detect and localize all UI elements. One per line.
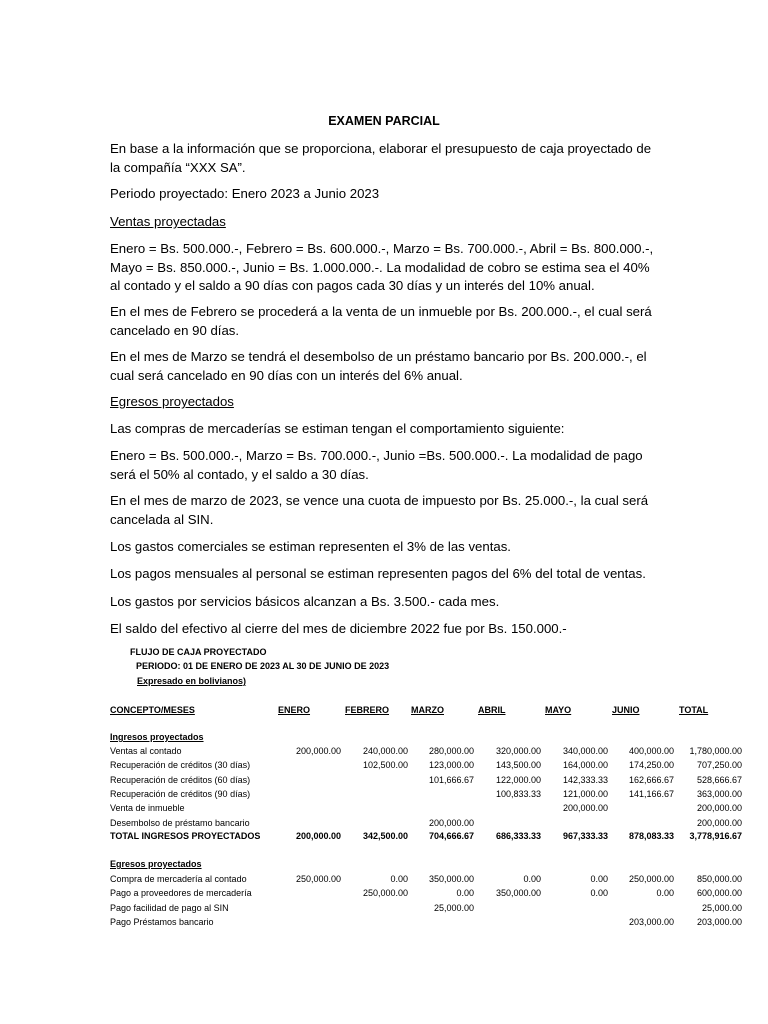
row-value: 122,000.00 bbox=[495, 774, 541, 785]
row-label: Recuperación de créditos (60 días) bbox=[110, 774, 251, 785]
row-label: Recuperación de créditos (30 días) bbox=[110, 760, 251, 771]
row-value: 200,000.00 bbox=[295, 746, 341, 756]
row-value: 686,333.33 bbox=[495, 831, 541, 841]
row-value: 143,500.00 bbox=[495, 760, 541, 771]
page-title: EXAMEN PARCIAL bbox=[328, 114, 440, 128]
row-value: 320,000.00 bbox=[495, 746, 541, 756]
row-value: 100,833.33 bbox=[495, 788, 541, 799]
row-value: 704,666.67 bbox=[428, 831, 474, 841]
loan-paragraph: En el mes de Marzo se tendrá el desembolso de un préstamo bancario por Bs. 200.000.-, el cual será cancelado en 90 días con un interés del 6% anual. bbox=[110, 349, 647, 383]
row-value: 3,778,916.67 bbox=[689, 831, 742, 841]
row-value: 200,000.00 bbox=[696, 803, 742, 814]
row-value: 0.00 bbox=[590, 874, 608, 884]
row-value: 707,250.00 bbox=[696, 760, 742, 771]
table-row bbox=[110, 901, 744, 915]
row-value: 25,000.00 bbox=[433, 902, 474, 913]
expense-heading: Egresos proyectados bbox=[110, 859, 202, 869]
table-row bbox=[110, 829, 744, 843]
cash-balance-paragraph: El saldo del efectivo al cierre del mes de diciembre 2022 fue por Bs. 150.000.- bbox=[110, 621, 567, 636]
row-value: 25,000.00 bbox=[701, 902, 742, 913]
row-value: 101,666.67 bbox=[428, 774, 474, 785]
row-value: 141,166.67 bbox=[628, 788, 674, 799]
purchases-paragraph: Enero = Bs. 500.000.-, Marzo = Bs. 700.000.-, Junio =Bs. 500.000.-. La modalidad de pago será el 50% al contado, y el saldo a 30 días. bbox=[110, 448, 643, 482]
row-value: 200,000.00 bbox=[696, 817, 742, 828]
row-value: 340,000.00 bbox=[562, 746, 608, 756]
sales-heading: Ventas proyectadas bbox=[110, 214, 226, 229]
row-value: 200,000.00 bbox=[428, 817, 474, 828]
payroll-paragraph: Los pagos mensuales al personal se estiman representen pagos del 6% del total de ventas. bbox=[110, 566, 646, 581]
row-value: 350,000.00 bbox=[428, 874, 474, 884]
row-value: 0.00 bbox=[590, 888, 608, 899]
row-label: Pago facilidad de pago al SIN bbox=[110, 902, 229, 913]
row-value: 200,000.00 bbox=[295, 831, 341, 841]
utilities-paragraph: Los gastos por servicios básicos alcanzan a Bs. 3.500.- cada mes. bbox=[110, 594, 500, 609]
table-row bbox=[110, 758, 744, 772]
row-value: 121,000.00 bbox=[562, 788, 608, 799]
row-value: 400,000.00 bbox=[628, 746, 674, 756]
table-row bbox=[110, 915, 744, 929]
row-value: 350,000.00 bbox=[495, 888, 541, 899]
row-label: Desembolso de préstamo bancario bbox=[110, 817, 250, 828]
table-row bbox=[110, 744, 744, 758]
commercial-paragraph: Los gastos comerciales se estiman representen el 3% de las ventas. bbox=[110, 539, 511, 554]
header-marzo: MARZO bbox=[411, 705, 444, 715]
row-label: Pago Préstamos bancario bbox=[110, 916, 214, 927]
row-value: 0.00 bbox=[656, 888, 674, 899]
row-value: 850,000.00 bbox=[696, 874, 742, 884]
row-value: 174,250.00 bbox=[628, 760, 674, 771]
row-value: 967,333.33 bbox=[562, 831, 608, 841]
cashflow-period: PERIODO: 01 DE ENERO DE 2023 AL 30 DE JUNIO DE 2023 bbox=[136, 661, 390, 671]
row-value: 250,000.00 bbox=[295, 874, 341, 884]
table-row bbox=[110, 886, 744, 900]
row-value: 250,000.00 bbox=[628, 874, 674, 884]
row-value: 0.00 bbox=[523, 874, 541, 884]
row-value: 280,000.00 bbox=[428, 746, 474, 756]
table-row bbox=[110, 816, 744, 830]
sales-paragraph: Enero = Bs. 500.000.-, Febrero = Bs. 600.000.-, Marzo = Bs. 700.000.-, Abril = Bs. 800.000.-, Mayo = Bs. 850.000.-, Junio = Bs. 1.000.000.-. La modalidad de cobro se estima sea el 40% al contado y el saldo a 90 días con pagos cada 30 días y un interés del 10% anual. bbox=[110, 241, 654, 293]
row-label: Compra de mercadería al contado bbox=[110, 874, 247, 884]
row-value: 203,000.00 bbox=[628, 916, 674, 927]
row-value: 203,000.00 bbox=[696, 916, 742, 927]
row-value: 1,780,000.00 bbox=[689, 746, 742, 756]
income-heading: Ingresos proyectados bbox=[110, 732, 204, 742]
row-value: 164,000.00 bbox=[562, 760, 608, 771]
row-value: 123,000.00 bbox=[428, 760, 474, 771]
purchases-intro-paragraph: Las compras de mercaderías se estiman tengan el comportamiento siguiente: bbox=[110, 421, 565, 436]
row-value: 363,000.00 bbox=[696, 788, 742, 799]
intro-paragraph: En base a la información que se proporciona, elaborar el presupuesto de caja proyectado de la compañía “XXX SA”. bbox=[110, 141, 652, 175]
header-junio: JUNIO bbox=[612, 705, 640, 715]
row-value: 240,000.00 bbox=[362, 746, 408, 756]
table-row bbox=[110, 872, 744, 886]
row-value: 250,000.00 bbox=[362, 888, 408, 899]
row-value: 342,500.00 bbox=[362, 831, 408, 841]
table-row bbox=[110, 773, 744, 787]
header-concepto: CONCEPTO/MESES bbox=[110, 705, 195, 715]
row-value: 142,333.33 bbox=[562, 774, 608, 785]
row-value: 600,000.00 bbox=[696, 888, 742, 899]
header-febrero: FEBRERO bbox=[345, 705, 390, 715]
header-enero: ENERO bbox=[278, 705, 311, 715]
table-row bbox=[110, 787, 744, 801]
row-value: 878,083.33 bbox=[628, 831, 674, 841]
row-label: Pago a proveedores de mercadería bbox=[110, 888, 252, 899]
row-value: 102,500.00 bbox=[362, 760, 408, 771]
row-value: 0.00 bbox=[390, 874, 408, 884]
property-sale-paragraph: En el mes de Febrero se procederá a la venta de un inmueble por Bs. 200.000.-, el cual será cancelado en 90 días. bbox=[110, 304, 652, 338]
table-row bbox=[110, 801, 744, 815]
cashflow-currency-note: Expresado en bolivianos) bbox=[137, 676, 247, 686]
header-mayo: MAYO bbox=[545, 705, 572, 715]
tax-paragraph: En el mes de marzo de 2023, se vence una cuota de impuesto por Bs. 25.000.-, la cual será cancelada al SIN. bbox=[110, 493, 649, 527]
row-label: Recuperación de créditos (90 días) bbox=[110, 788, 251, 799]
row-value: 162,666.67 bbox=[628, 774, 674, 785]
row-value: 0.00 bbox=[456, 888, 474, 899]
expenses-heading: Egresos proyectados bbox=[110, 394, 234, 409]
cashflow-title: FLUJO DE CAJA PROYECTADO bbox=[130, 647, 267, 657]
row-value: 528,666.67 bbox=[696, 774, 742, 785]
row-label: TOTAL INGRESOS PROYECTADOS bbox=[110, 831, 261, 841]
header-total: TOTAL bbox=[679, 705, 709, 715]
row-value: 200,000.00 bbox=[562, 803, 608, 814]
row-label: Venta de inmueble bbox=[110, 803, 185, 814]
row-label: Ventas al contado bbox=[110, 746, 182, 756]
header-abril: ABRIL bbox=[478, 705, 506, 715]
period-paragraph: Periodo proyectado: Enero 2023 a Junio 2023 bbox=[110, 186, 380, 201]
